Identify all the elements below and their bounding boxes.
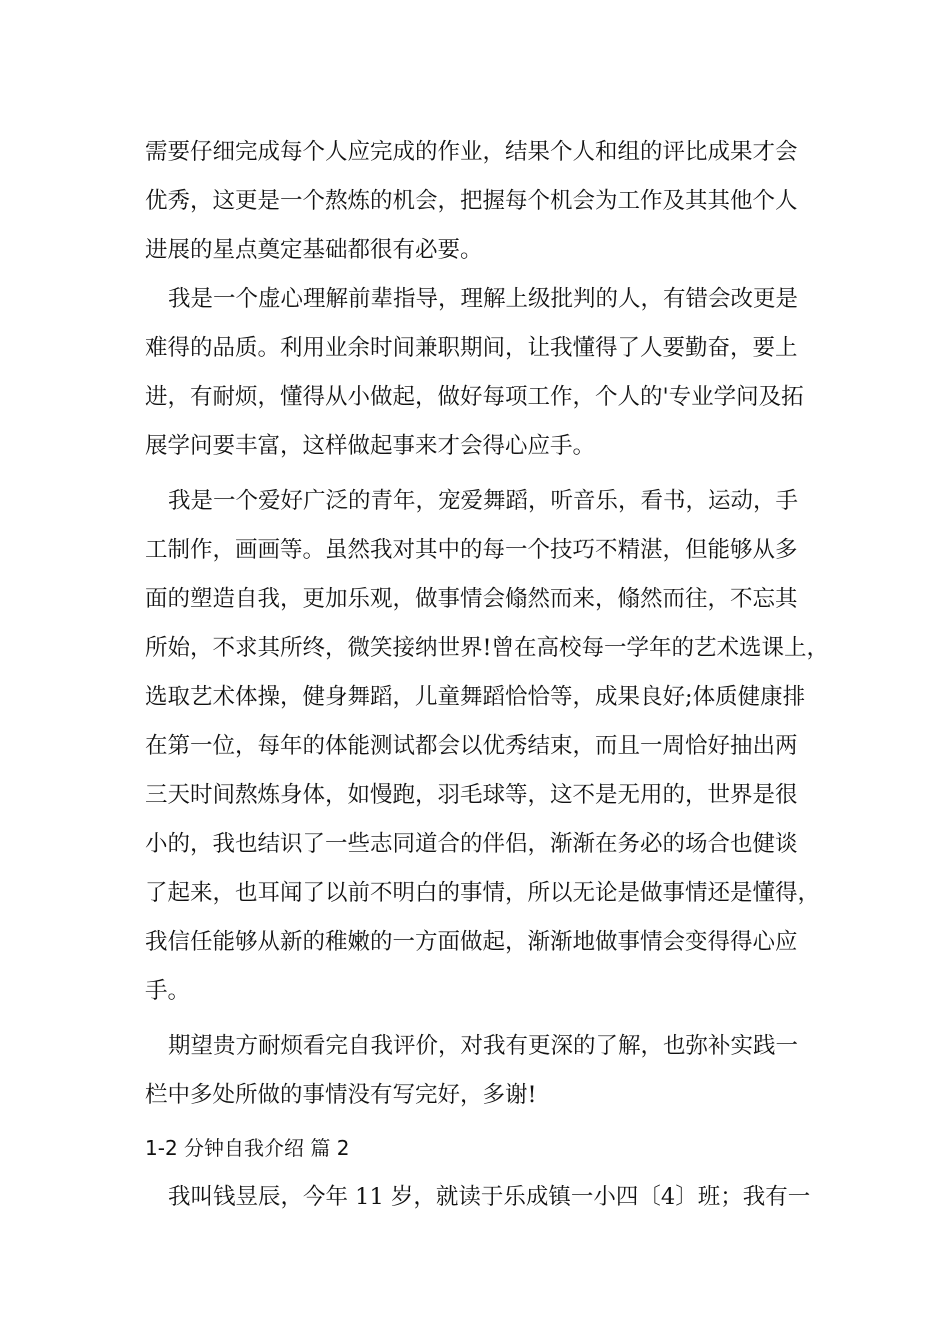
paragraph-3-line-8: 小的，我也结识了一些志同道合的伴侣，渐渐在务必的场合也健谈 bbox=[145, 831, 798, 857]
paragraph-3-line-3: 面的塑造自我，更加乐观，做事情会翛然而来，翛然而往，不忘其 bbox=[145, 586, 798, 612]
paragraph-1-line-3: 进展的星点奠定基础都很有必要。 bbox=[145, 237, 483, 263]
section-heading: 1-2 分钟自我介绍 篇 2 bbox=[145, 1136, 350, 1160]
paragraph-3-line-5: 选取艺术体操，健身舞蹈，儿童舞蹈恰恰等，成果良好;体质健康排 bbox=[145, 684, 806, 710]
paragraph-3-line-1: 我是一个爱好广泛的青年，宠爱舞蹈，听音乐，看书，运动，手 bbox=[168, 488, 799, 514]
paragraph-4-line-1: 期望贵方耐烦看完自我评价，对我有更深的了解，也弥补实践一 bbox=[168, 1033, 799, 1059]
paragraph-1-line-1: 需要仔细完成每个人应完成的作业，结果个人和组的评比成果才会 bbox=[145, 139, 798, 165]
paragraph-2-line-4: 展学问要丰富，这样做起事来才会得心应手。 bbox=[145, 433, 596, 459]
paragraph-2-line-3: 进，有耐烦，懂得从小做起，做好每项工作，个人的'专业学问及拓 bbox=[145, 384, 804, 410]
paragraph-1-line-2: 优秀，这更是一个熬炼的机会，把握每个机会为工作及其其他个人 bbox=[145, 188, 798, 214]
paragraph-2-line-2: 难得的品质。利用业余时间兼职期间，让我懂得了人要勤奋，要上 bbox=[145, 335, 798, 361]
paragraph-3-line-10: 我信任能够从新的稚嫩的一方面做起，渐渐地做事情会变得得心应 bbox=[145, 929, 798, 955]
final-paragraph-line-1: 我叫钱昱辰，今年 11 岁，就读于乐成镇一小四〔4〕班；我有一 bbox=[168, 1184, 811, 1210]
paragraph-4-line-2: 栏中多处所做的事情没有写完好，多谢! bbox=[145, 1082, 537, 1108]
paragraph-3-line-9: 了起来，也耳闻了以前不明白的事情，所以无论是做事情还是懂得， bbox=[145, 880, 821, 906]
paragraph-3-line-6: 在第一位，每年的体能测试都会以优秀结束，而且一周恰好抽出两 bbox=[145, 733, 798, 759]
paragraph-3-line-4: 所始，不求其所终，微笑接纳世界!曾在高校每一学年的艺术选课上， bbox=[145, 635, 830, 661]
paragraph-3-line-7: 三天时间熬炼身体，如慢跑，羽毛球等，这不是无用的，世界是很 bbox=[145, 782, 798, 808]
paragraph-2-line-1: 我是一个虚心理解前辈指导，理解上级批判的人，有错会改更是 bbox=[168, 286, 799, 312]
paragraph-3-line-11: 手。 bbox=[145, 978, 191, 1004]
paragraph-3-line-2: 工制作，画画等。虽然我对其中的每一个技巧不精湛，但能够从多 bbox=[145, 537, 798, 563]
